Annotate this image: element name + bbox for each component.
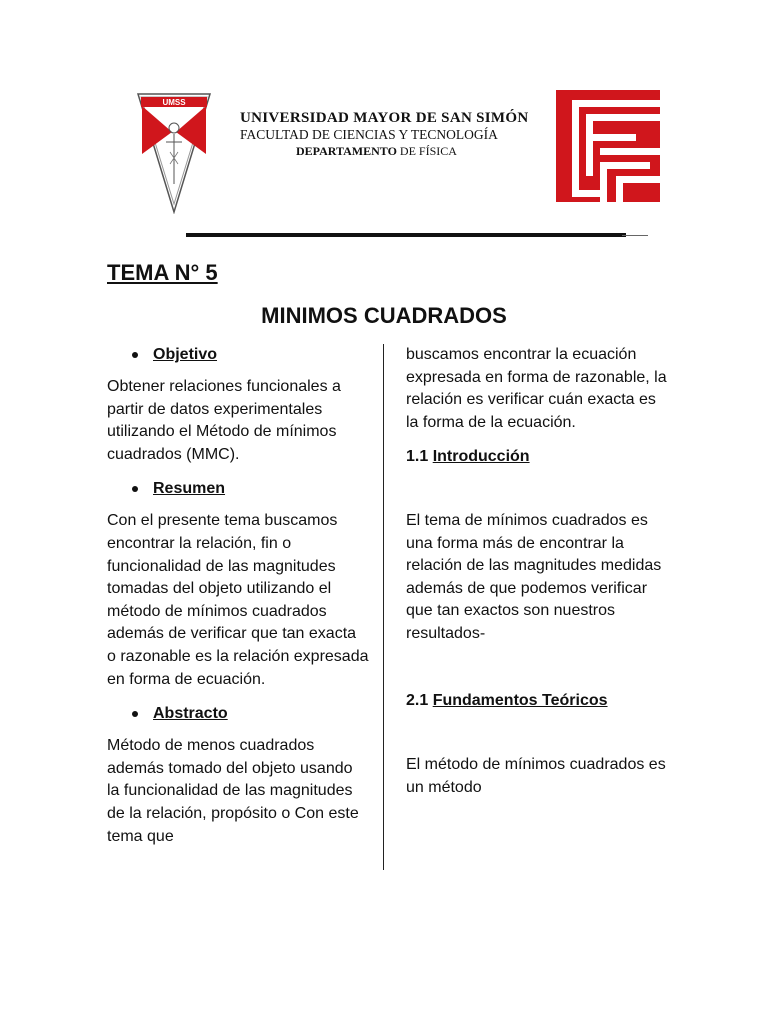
bullet-dot-icon	[132, 711, 138, 717]
department-rest: DE FÍSICA	[396, 144, 457, 158]
bullet-resumen	[107, 478, 369, 500]
fcyt-logo	[556, 90, 660, 202]
introduccion-text: El tema de mínimos cuadrados es una forma más de encontrar la relación de las magnitudes medidas además de que podemos verificar que tan exactos son nuestros resultados-	[406, 511, 662, 642]
topic-number: TEMA N° 5	[107, 260, 218, 285]
section-2-title: Fundamentos Teóricos	[432, 691, 608, 709]
page-title-text: MINIMOS CUADRADOS	[261, 303, 507, 328]
bullet-dot-icon	[132, 486, 138, 492]
page-title	[0, 303, 768, 329]
objetivo-heading: Objetivo	[153, 345, 218, 363]
column-divider	[383, 344, 384, 870]
abstracto-continuation: buscamos encontrar la ecuación expresada en forma de razonable, la relación es verificar cuán exacta es la forma de la ecuación.	[406, 346, 667, 431]
section-1-title: Introducción	[432, 448, 530, 466]
header-rule	[186, 233, 626, 237]
department-bold: DEPARTAMENTO	[296, 144, 397, 158]
section-2-number: 2.1	[406, 691, 433, 709]
abstracto-text: Método de menos cuadrados además tomado del objeto usando la funcionalidad de las magnitudes de la relación, propósito o Con este tema que	[107, 737, 359, 845]
section-fundamentos-heading	[406, 690, 668, 713]
bullet-dot-icon	[132, 352, 138, 358]
left-column	[107, 344, 369, 848]
umss-crest-logo	[136, 92, 212, 214]
resumen-heading: Resumen	[153, 480, 226, 498]
header-rule-tail	[622, 235, 648, 236]
abstracto-heading: Abstracto	[153, 704, 228, 722]
university-name: UNIVERSIDAD MAYOR DE SAN SIMÓN	[240, 110, 529, 126]
section-introduccion-heading	[406, 446, 668, 469]
document-header	[0, 0, 768, 250]
fundamentos-text: El método de mínimos cuadrados es un método	[406, 756, 666, 796]
crest-label: UMSS	[162, 98, 186, 107]
bullet-objetivo	[107, 344, 369, 366]
department-name	[240, 143, 528, 159]
faculty-name: FACULTAD DE CIENCIAS Y TECNOLOGÍA	[240, 127, 498, 142]
objetivo-text: Obtener relaciones funcionales a partir de datos experimentales utilizando el Método de mínimos cuadrados (MMC).	[107, 378, 341, 463]
resumen-text: Con el presente tema buscamos encontrar la relación, fin o funcionalidad de las magnitudes tomadas del objeto utilizando el método de mínimos cuadrados además de verificar que tan exacta o razonable es la relación expresada en forma de ecuación.	[107, 512, 369, 688]
bullet-abstracto	[107, 703, 369, 725]
section-1-number: 1.1	[406, 448, 433, 466]
right-column	[406, 344, 668, 799]
university-heading	[240, 110, 528, 159]
